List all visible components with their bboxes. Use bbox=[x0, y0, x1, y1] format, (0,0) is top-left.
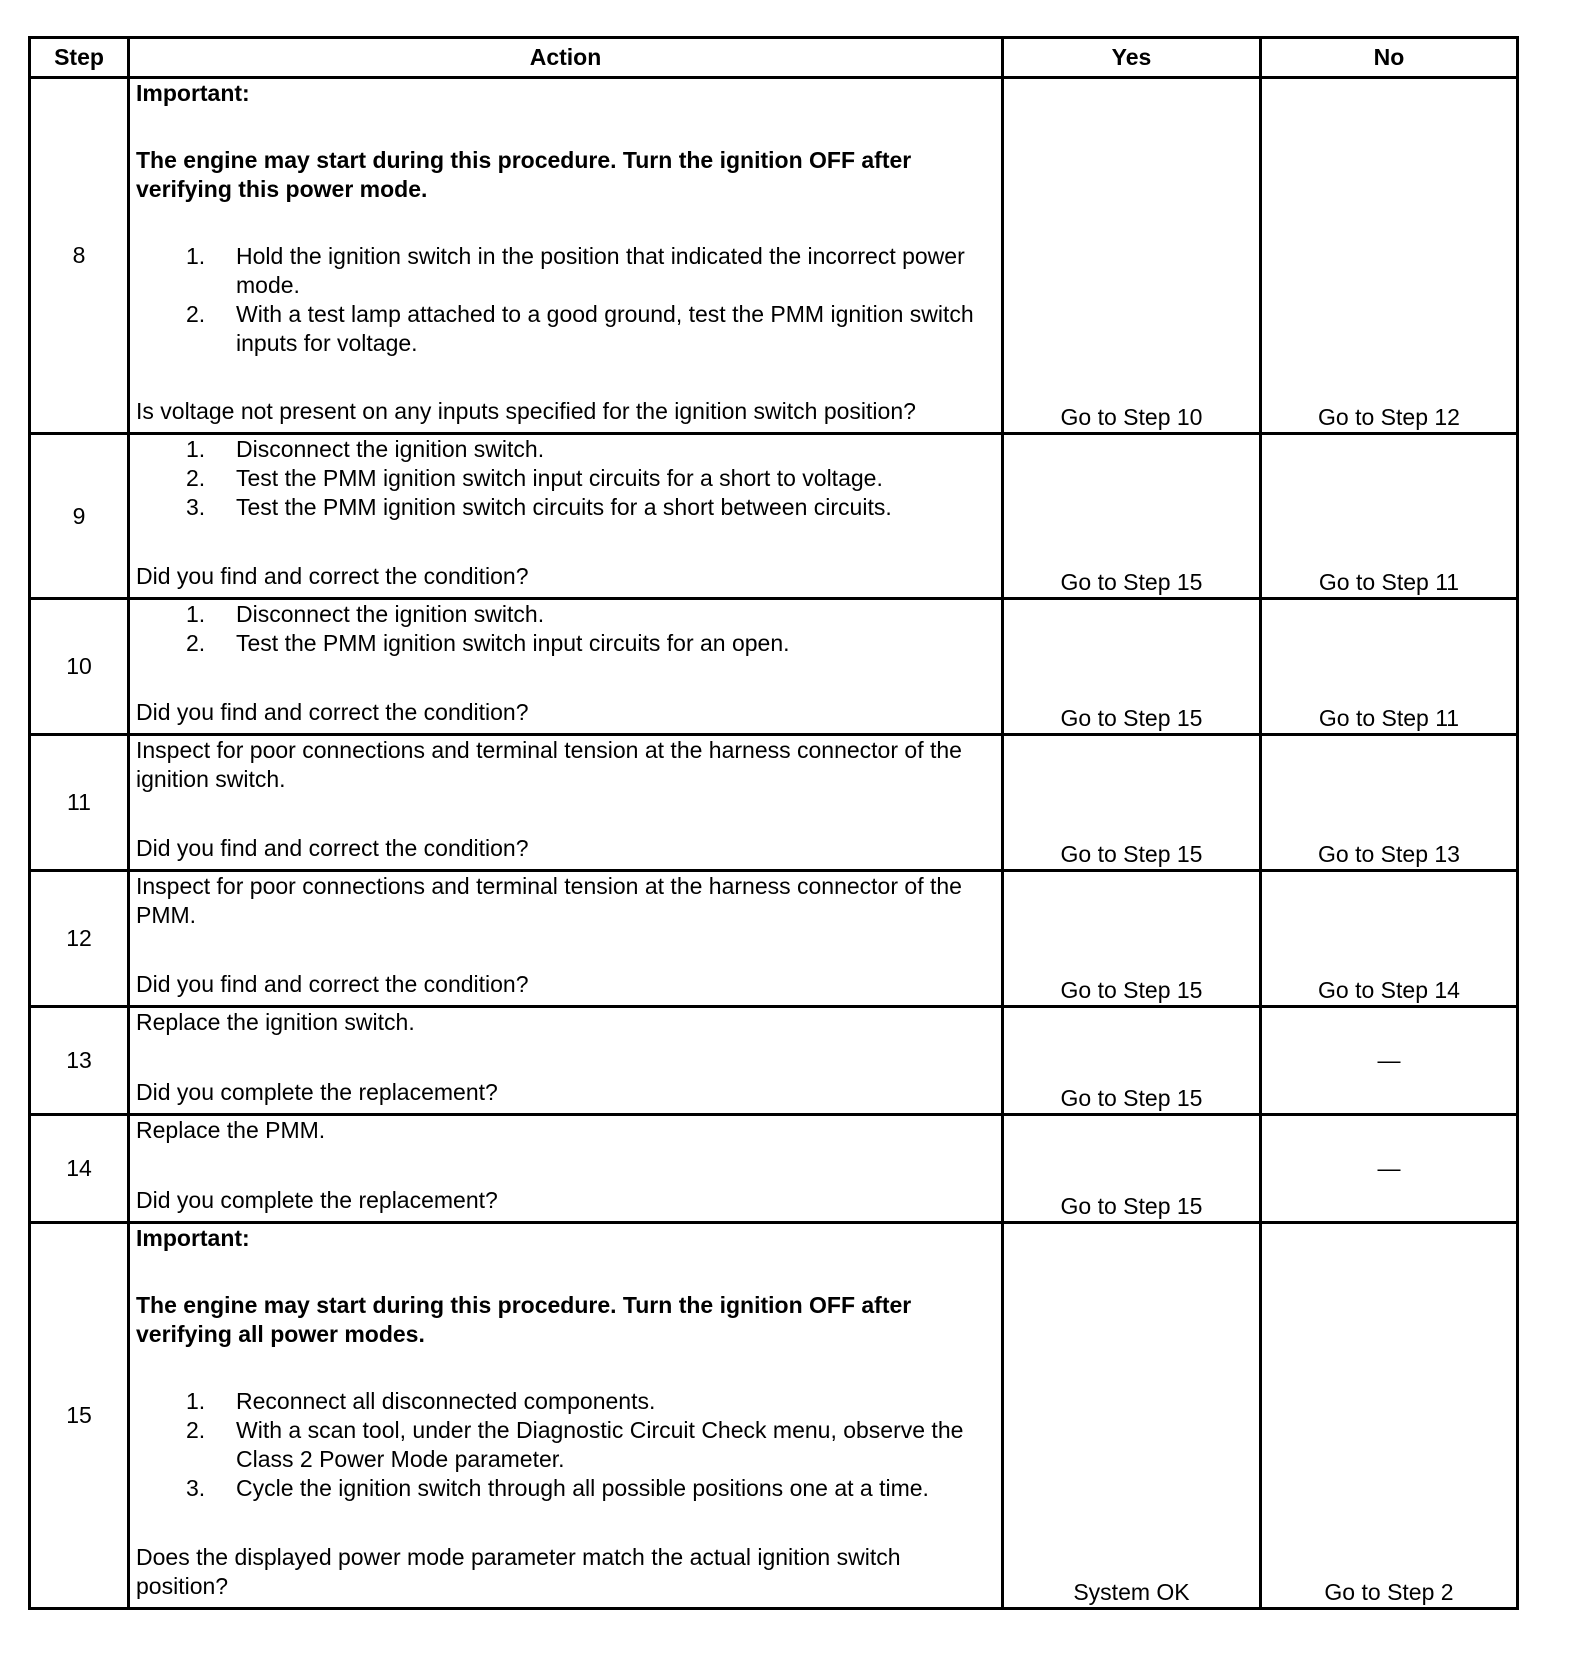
step-number: 11 bbox=[30, 735, 129, 871]
header-row bbox=[30, 38, 1518, 78]
diagnostic-table bbox=[28, 36, 1519, 1610]
instruction-text: Inspect for poor connections and terminal tension at the harness connector of the PMM. bbox=[136, 873, 962, 928]
header-action: Action bbox=[129, 38, 1003, 78]
no-result: Go to Step 11 bbox=[1261, 434, 1518, 599]
procedure-list bbox=[136, 1387, 995, 1503]
table-row-step-8 bbox=[30, 78, 1518, 434]
question-text: Is voltage not present on any inputs specified for the ignition switch position? bbox=[136, 398, 916, 424]
question-text: Does the displayed power mode parameter match the actual ignition switch position? bbox=[136, 1544, 901, 1599]
no-result: — bbox=[1261, 1007, 1518, 1115]
table-row-step-10 bbox=[30, 599, 1518, 735]
table-row-step-13 bbox=[30, 1007, 1518, 1115]
action-cell bbox=[129, 735, 1003, 871]
important-label: Important: bbox=[136, 1225, 250, 1251]
yes-result: Go to Step 15 bbox=[1003, 434, 1261, 599]
step-number: 10 bbox=[30, 599, 129, 735]
list-item: 1. Disconnect the ignition switch. bbox=[186, 436, 545, 462]
table-row-step-11 bbox=[30, 735, 1518, 871]
important-label: Important: bbox=[136, 80, 250, 106]
question-text: Did you find and correct the condition? bbox=[136, 563, 529, 589]
action-cell bbox=[129, 1007, 1003, 1115]
header-step: Step bbox=[30, 38, 129, 78]
no-result: — bbox=[1261, 1115, 1518, 1223]
list-item: 1. Disconnect the ignition switch. bbox=[186, 601, 545, 627]
step-number: 12 bbox=[30, 871, 129, 1007]
question-text: Did you find and correct the condition? bbox=[136, 835, 529, 861]
list-item: 2. With a test lamp attached to a good ground, test the PMM ignition switch inputs for voltage. bbox=[186, 301, 974, 356]
yes-result: Go to Step 15 bbox=[1003, 1007, 1261, 1115]
action-cell bbox=[129, 871, 1003, 1007]
header-no: No bbox=[1261, 38, 1518, 78]
no-result: Go to Step 13 bbox=[1261, 735, 1518, 871]
question-text: Did you complete the replacement? bbox=[136, 1079, 498, 1105]
step-number: 9 bbox=[30, 434, 129, 599]
yes-result: Go to Step 15 bbox=[1003, 735, 1261, 871]
question-text: Did you complete the replacement? bbox=[136, 1187, 498, 1213]
list-item: 1. Reconnect all disconnected components. bbox=[186, 1388, 656, 1414]
instruction-text: Replace the ignition switch. bbox=[136, 1009, 415, 1035]
no-result: Go to Step 11 bbox=[1261, 599, 1518, 735]
table-row-step-9 bbox=[30, 434, 1518, 599]
yes-result: Go to Step 15 bbox=[1003, 871, 1261, 1007]
important-text: The engine may start during this procedure. Turn the ignition OFF after verifying this power mode. bbox=[136, 147, 912, 202]
procedure-list bbox=[136, 600, 995, 658]
important-text: The engine may start during this procedure. Turn the ignition OFF after verifying all power modes. bbox=[136, 1292, 912, 1347]
yes-result: System OK bbox=[1003, 1223, 1261, 1609]
procedure-list bbox=[136, 242, 995, 358]
question-text: Did you find and correct the condition? bbox=[136, 699, 529, 725]
table-row-step-14 bbox=[30, 1115, 1518, 1223]
list-item: 2. Test the PMM ignition switch input circuits for an open. bbox=[186, 630, 790, 656]
action-cell bbox=[129, 434, 1003, 599]
table-row-step-15 bbox=[30, 1223, 1518, 1609]
header-yes: Yes bbox=[1003, 38, 1261, 78]
question-text: Did you find and correct the condition? bbox=[136, 971, 529, 997]
action-cell bbox=[129, 1115, 1003, 1223]
list-item: 2. Test the PMM ignition switch input circuits for a short to voltage. bbox=[186, 465, 883, 491]
list-item: 3. Cycle the ignition switch through all possible positions one at a time. bbox=[186, 1475, 929, 1501]
no-result: Go to Step 12 bbox=[1261, 78, 1518, 434]
instruction-text: Replace the PMM. bbox=[136, 1117, 326, 1143]
yes-result: Go to Step 15 bbox=[1003, 599, 1261, 735]
action-cell bbox=[129, 78, 1003, 434]
action-cell bbox=[129, 599, 1003, 735]
no-result: Go to Step 14 bbox=[1261, 871, 1518, 1007]
step-number: 15 bbox=[30, 1223, 129, 1609]
step-number: 14 bbox=[30, 1115, 129, 1223]
list-item: 2. With a scan tool, under the Diagnostic Circuit Check menu, observe the Class 2 Power Mode parameter. bbox=[186, 1417, 964, 1472]
list-item: 3. Test the PMM ignition switch circuits for a short between circuits. bbox=[186, 494, 892, 520]
action-cell bbox=[129, 1223, 1003, 1609]
step-number: 13 bbox=[30, 1007, 129, 1115]
procedure-list bbox=[136, 435, 995, 522]
instruction-text: Inspect for poor connections and terminal tension at the harness connector of the ignition switch. bbox=[136, 737, 962, 792]
list-item: 1. Hold the ignition switch in the position that indicated the incorrect power mode. bbox=[186, 243, 965, 298]
yes-result: Go to Step 15 bbox=[1003, 1115, 1261, 1223]
yes-result: Go to Step 10 bbox=[1003, 78, 1261, 434]
table-row-step-12 bbox=[30, 871, 1518, 1007]
no-result: Go to Step 2 bbox=[1261, 1223, 1518, 1609]
step-number: 8 bbox=[30, 78, 129, 434]
